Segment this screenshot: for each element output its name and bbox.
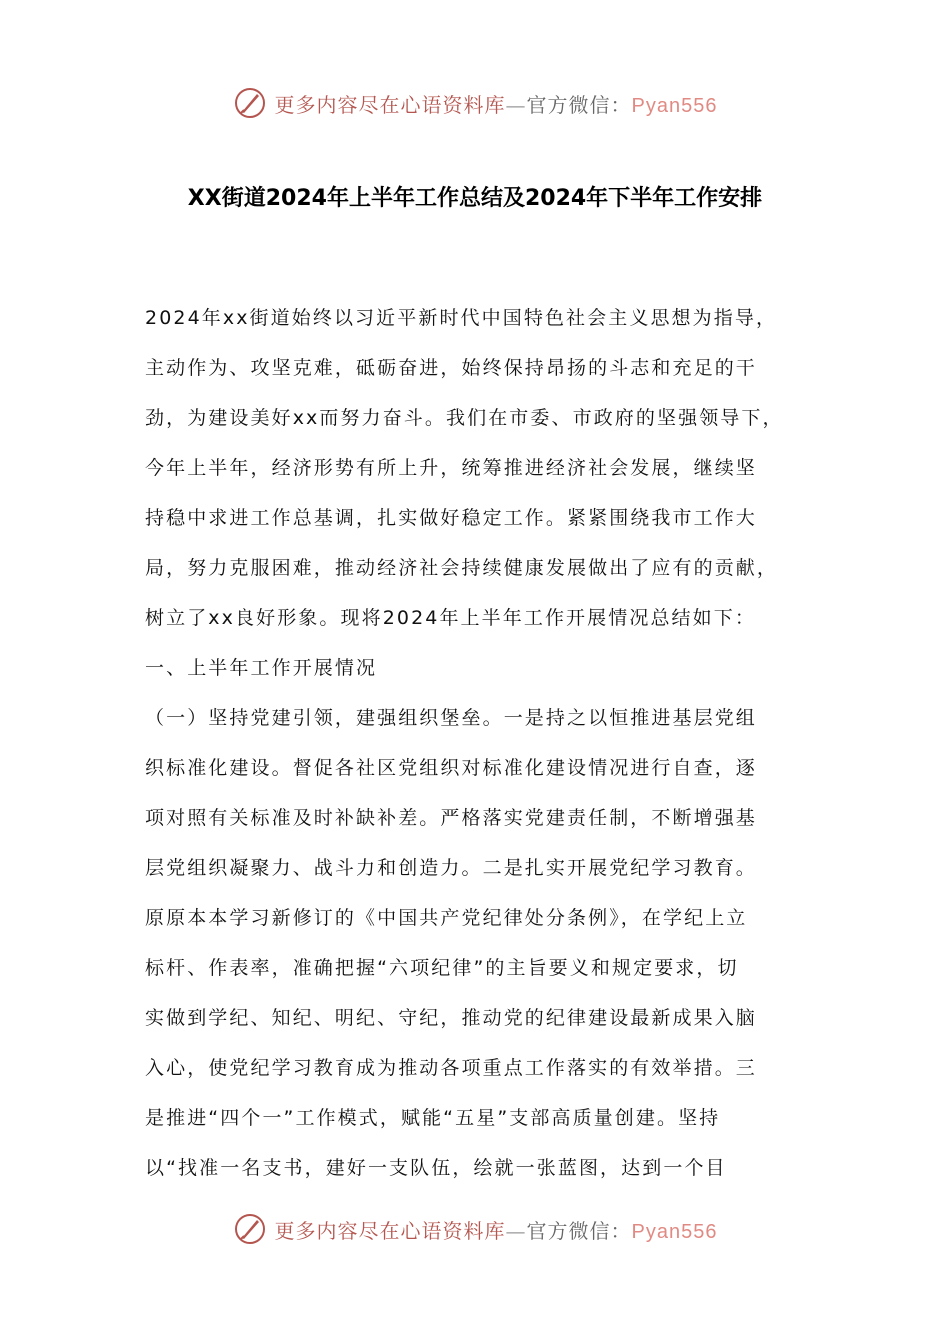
section-heading: 一、上半年工作开展情况 [145, 657, 378, 679]
body-line: 2024年xx街道始终以习近平新时代中国特色社会主义思想为指导， [145, 307, 778, 329]
header-watermark [0, 86, 950, 120]
body-line: （一）坚持党建引领，建强组织堡垒。一是持之以恒推进基层党组 [145, 707, 757, 729]
body-line: 局，努力克服困难，推动经济社会持续健康发展做出了应有的贡献， [145, 557, 779, 579]
quill-logo-icon [233, 1212, 267, 1246]
body-line: 实做到学纪、知纪、明纪、守纪，推动党的纪律建设最新成果入脑 [145, 1007, 757, 1029]
body-line: 劲，为建设美好xx而努力奋斗。我们在市委、市政府的坚强领导下， [145, 407, 784, 429]
watermark-text: 更多内容尽在心语资料库—官方微信：Pyan556 [274, 92, 718, 117]
body-line: 主动作为、攻坚克难，砥砺奋进，始终保持昂扬的斗志和充足的干 [145, 357, 757, 379]
body-line: 是推进“四个一”工作模式，赋能“五星”支部高质量创建。坚持 [145, 1107, 721, 1129]
body-line: 持稳中求进工作总基调，扎实做好稳定工作。紧紧围绕我市工作大 [145, 507, 757, 529]
body-line: 今年上半年，经济形势有所上升，统筹推进经济社会发展，继续坚 [145, 457, 757, 479]
body-line: 标杆、作表率，准确把握“六项纪律”的主旨要义和规定要求，切 [145, 957, 739, 979]
body-line: 织标准化建设。督促各社区党组织对标准化建设情况进行自查，逐 [145, 757, 757, 779]
body-line: 以“找准一名支书，建好一支队伍，绘就一张蓝图，达到一个目 [145, 1157, 727, 1179]
document-title: XX街道2024年上半年工作总结及2024年下半年工作安排 [187, 186, 763, 211]
watermark-text: 更多内容尽在心语资料库—官方微信：Pyan556 [274, 1218, 718, 1243]
quill-logo-icon [233, 86, 267, 120]
footer-watermark [0, 1212, 950, 1246]
body-line: 树立了xx良好形象。现将2024年上半年工作开展情况总结如下： [145, 607, 756, 629]
body-line: 层党组织凝聚力、战斗力和创造力。二是扎实开展党纪学习教育。 [145, 857, 757, 879]
body-line: 项对照有关标准及时补缺补差。严格落实党建责任制，不断增强基 [145, 807, 757, 829]
body-line: 入心，使党纪学习教育成为推动各项重点工作落实的有效举措。三 [145, 1057, 757, 1079]
body-line: 原原本本学习新修订的《中国共产党纪律处分条例》，在学纪上立 [145, 907, 748, 929]
